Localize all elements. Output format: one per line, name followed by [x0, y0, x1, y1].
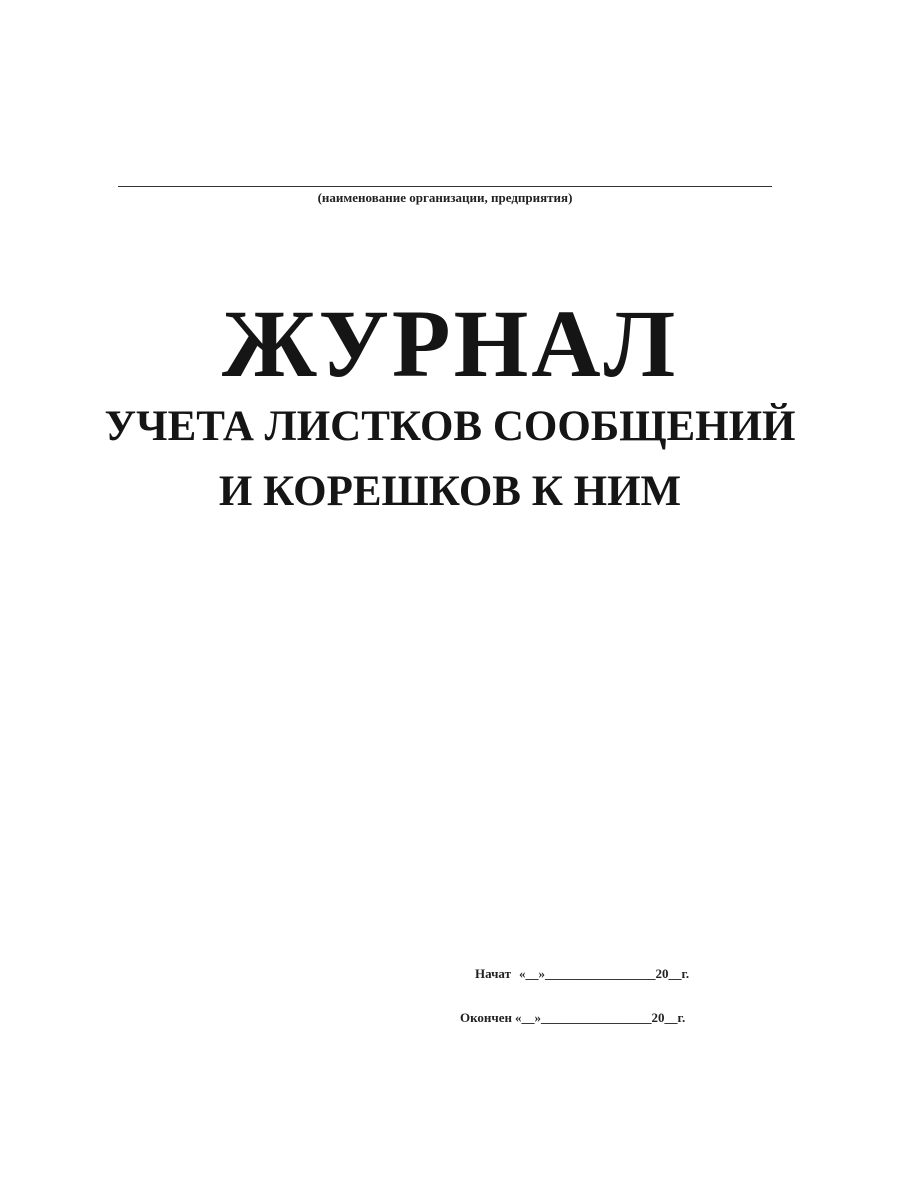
document-title: ЖУРНАЛ: [221, 290, 679, 397]
organization-caption: (наименование организации, предприятия): [317, 190, 573, 205]
start-date-field: «__»_________________20__г.: [518, 966, 690, 981]
end-date-field: «__»_________________20__г.: [515, 1010, 686, 1025]
document-subtitle-line2: И КОРЕШКОВ К НИМ: [218, 468, 682, 515]
document-subtitle-line1: УЧЕТА ЛИСТКОВ СООБЩЕНИЙ: [104, 403, 796, 450]
start-date-label: Начат: [475, 966, 511, 981]
end-date-label: Окончен: [460, 1010, 513, 1025]
organization-name-line: [118, 186, 772, 187]
end-date-row: [460, 1010, 685, 1026]
start-date-row: [475, 966, 689, 982]
